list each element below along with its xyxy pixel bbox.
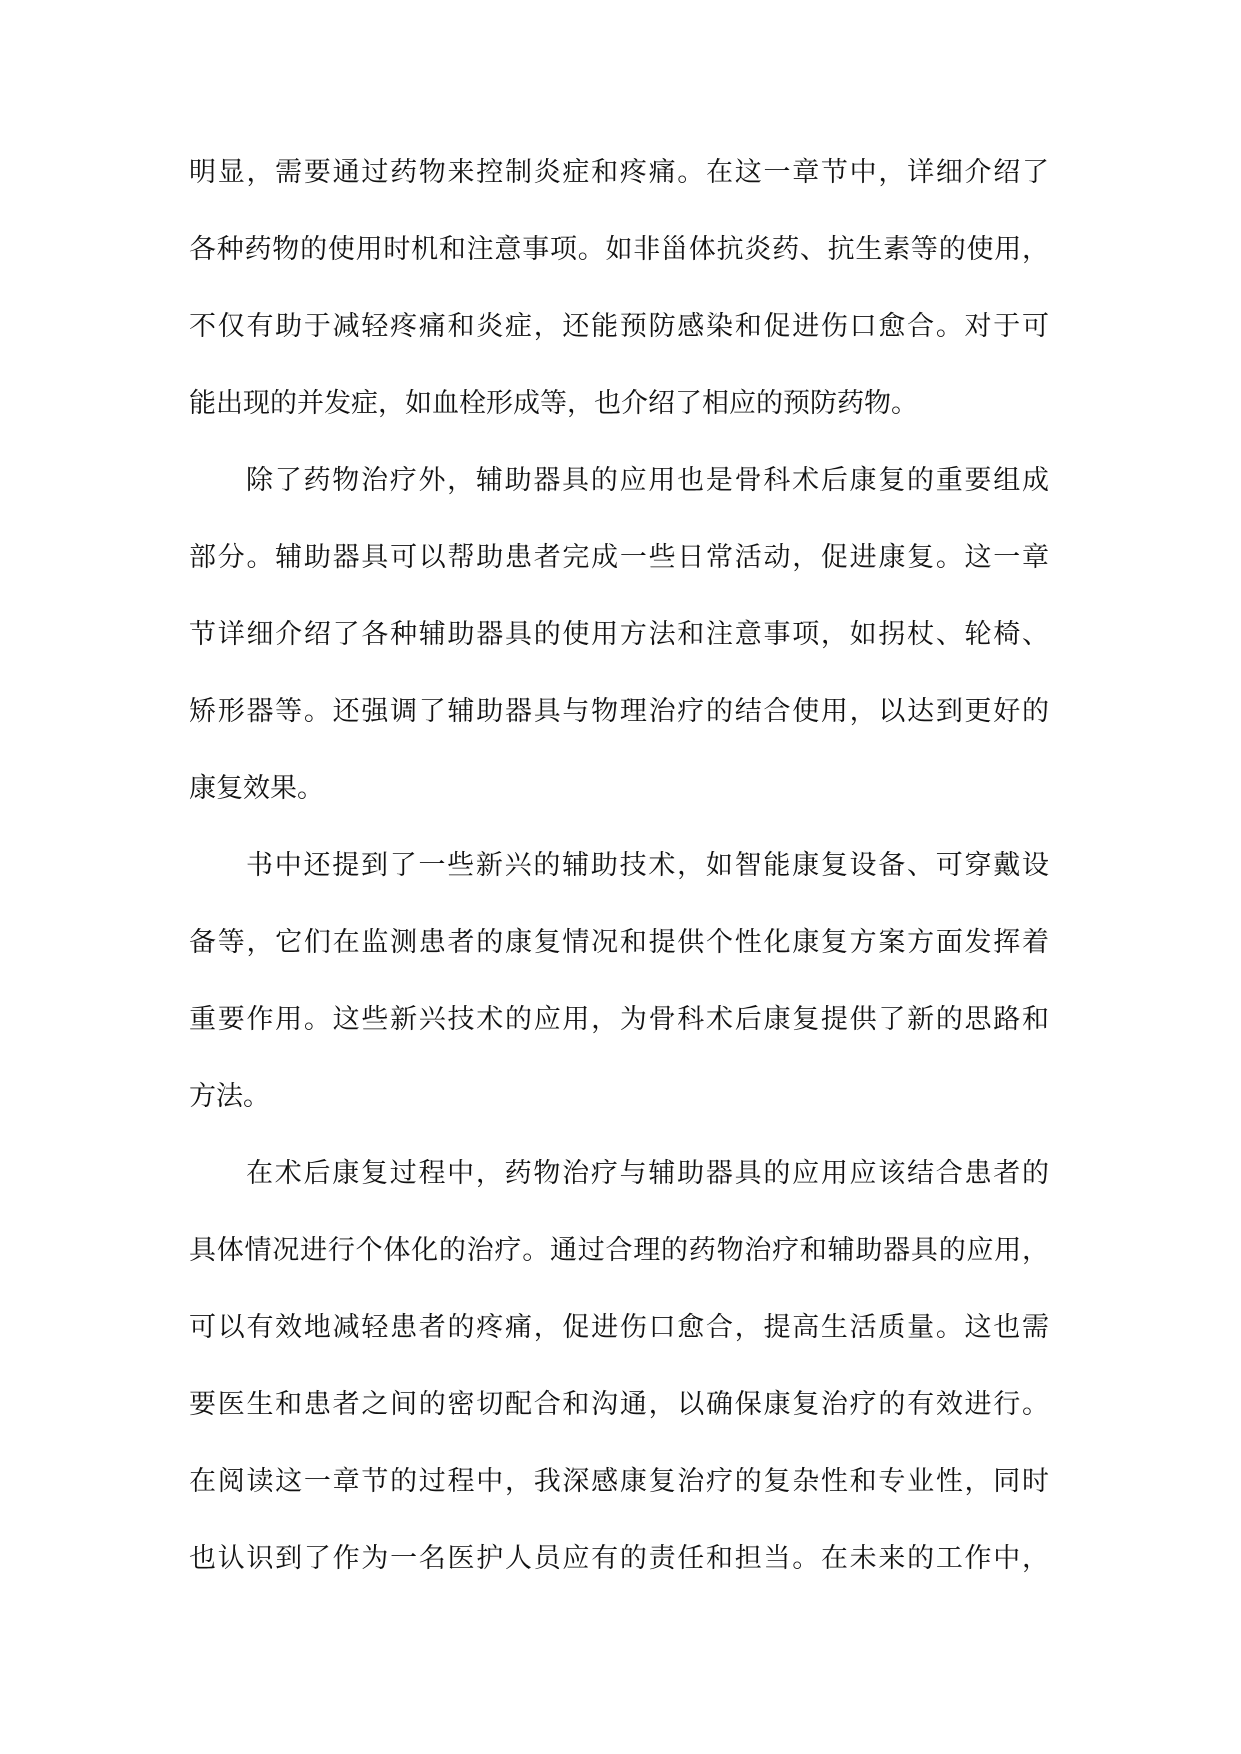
text-line: 在术后康复过程中，药物治疗与辅助器具的应用应该结合患者的 [246,1158,1049,1189]
text-line: 部分。辅助器具可以帮助患者完成一些日常活动，促进康复。这一章 [189,542,1049,573]
text-line: 也认识到了作为一名医护人员应有的责任和担当。在未来的工作中， [189,1543,1049,1574]
text-line: 节详细介绍了各种辅助器具的使用方法和注意事项，如拐杖、轮椅、 [189,619,1049,650]
text-line: 备等，它们在监测患者的康复情况和提供个性化康复方案方面发挥着 [189,927,1049,958]
text-line: 康复效果。 [189,773,324,804]
text-line: 方法。 [189,1081,270,1112]
text-line: 各种药物的使用时机和注意事项。如非甾体抗炎药、抗生素等的使用， [189,234,1049,265]
text-line: 明显，需要通过药物来控制炎症和疼痛。在这一章节中，详细介绍了 [189,157,1049,188]
text-line: 要医生和患者之间的密切配合和沟通，以确保康复治疗的有效进行。 [189,1389,1049,1420]
text-line: 能出现的并发症，如血栓形成等，也介绍了相应的预防药物。 [189,388,918,419]
text-line: 重要作用。这些新兴技术的应用，为骨科术后康复提供了新的思路和 [189,1004,1049,1035]
text-line: 书中还提到了一些新兴的辅助技术，如智能康复设备、可穿戴设 [246,850,1049,881]
text-line: 在阅读这一章节的过程中，我深感康复治疗的复杂性和专业性，同时 [189,1466,1049,1497]
text-line: 除了药物治疗外，辅助器具的应用也是骨科术后康复的重要组成 [246,465,1049,496]
body-text [189,142,1049,1605]
text-line: 具体情况进行个体化的治疗。通过合理的药物治疗和辅助器具的应用， [189,1235,1049,1266]
text-line: 可以有效地减轻患者的疼痛，促进伤口愈合，提高生活质量。这也需 [189,1312,1049,1343]
text-line: 不仅有助于减轻疼痛和炎症，还能预防感染和促进伤口愈合。对于可 [189,311,1049,342]
text-line: 矫形器等。还强调了辅助器具与物理治疗的结合使用，以达到更好的 [189,696,1049,727]
